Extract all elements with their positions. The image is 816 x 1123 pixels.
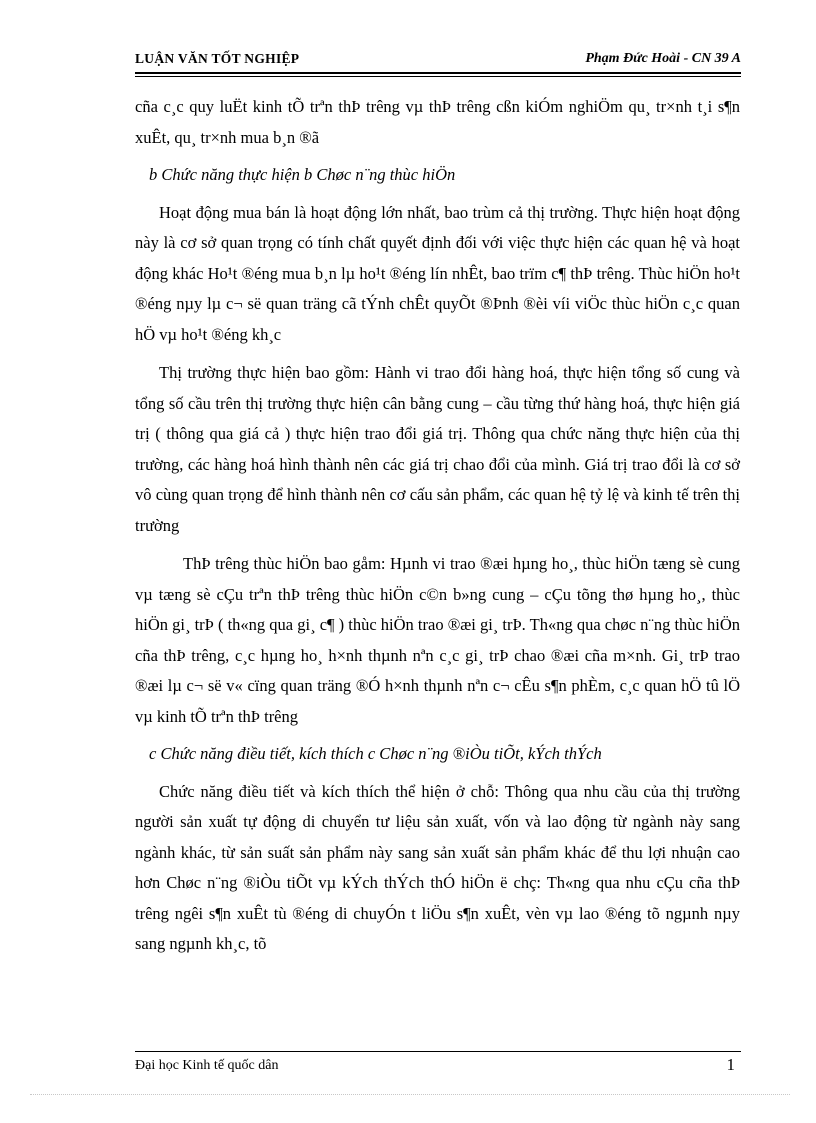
paragraph: ThÞ trêng thùc hiÖn bao gåm: Hµnh vi trao ®æi hµng ho¸, thùc hiÖn tæng sè cung vµ tæng sè cÇu trªn thÞ trêng thùc hiÖn c©n b»ng cung – cÇu tõng thø hµng ho¸, thùc hiÖn gi¸ trÞ ( th«ng qua gi¸ c¶ ) thùc hiÖn trao ®æi gi¸ trÞ. Th«ng qua chøc n¨ng thùc hiÖn cña thÞ trêng, c¸c hµng ho¸ h×nh thµnh nªn c¸c gi¸ trÞ chao ®æi cña m×nh. Gi¸ trÞ trao ®æi lµ c¬ së v« cïng quan träng ®Ó h×nh thµnh nªn c¬ cÊu s¶n phÈm, c¸c quan hÖ tû lÖ vµ kinh tÕ trªn thÞ trêng: [135, 554, 740, 726]
section-heading-b: b Chức năng thực hiện b Chøc n¨ng thùc hiÖn: [149, 165, 456, 184]
paragraph: Hoạt động mua bán là hoạt động lớn nhất, bao trùm cả thị trường. Thực hiện hoạt động này là cơ sở quan trọng có tính chất quyết định đối với việc thực hiện các quan hệ và hoạt động khác Ho¹t ®éng mua b¸n lµ ho¹t ®éng lín nhÊt, bao trïm c¶ thÞ trêng. Thùc hiÖn ho¹t ®éng nµy lµ c¬ së quan träng cã tÝnh chÊt quyÕt ®Þnh ®èi víi viÖc thùc hiÖn c¸c quan hÖ vµ ho¹t ®éng kh¸c: [135, 202, 740, 344]
page-number: 1: [726, 1055, 735, 1074]
header-title: LUẬN VĂN TỐT NGHIỆP: [135, 51, 300, 66]
page-footer: [135, 1051, 741, 1074]
document-body: [135, 92, 740, 960]
paragraph: Thị trường thực hiện bao gồm: Hành vi trao đổi hàng hoá, thực hiện tổng số cung và tổng số cầu trên thị trường thực hiện cân bằng cung – cầu từng thứ hàng hoá, thực hiện giá trị ( thông qua giá cả ) thực hiện trao đổi giá trị. Thông qua chức năng thực hiện của thị trường, các hàng hoá hình thành nên các giá trị chao đổi của mình. Giá trị trao đổi là cơ sở vô cùng quan trọng để hình thành nên cơ cấu sản phẩm, các quan hệ tỷ lệ và kinh tế trên thị trường: [135, 363, 740, 535]
page-header: [135, 48, 741, 74]
header-author: Phạm Đức Hoài - CN 39 A: [585, 51, 741, 66]
footer-institution: Đại học Kinh tế quốc dân: [135, 1058, 279, 1073]
paragraph-continuation: cña c¸c quy luËt kinh tÕ trªn thÞ trêng vµ thÞ trêng cßn kiÓm nghiÖm qu¸ tr×nh t¸i s¶n xuÊt, qu¸ tr×nh mua b¸n ®ã: [135, 97, 740, 147]
section-heading-c: c Chức năng điều tiết, kích thích c Chøc n¨ng ®iÒu tiÕt, kÝch thÝch: [149, 744, 602, 763]
paragraph: Chức năng điều tiết và kích thích thể hiện ở chỗ: Thông qua nhu cầu của thị trường người sản xuất tự động di chuyển tư liệu sản xuất, vốn và lao động từ ngành này sang ngành khác, từ sản suất sản phẩm này sang sản xuất sản phẩm khác để thu lợi nhuận cao hơn Chøc n¨ng ®iÒu tiÕt vµ kÝch thÝch thÓ hiÖn ë chç: Th«ng qua nhu cÇu cña thÞ trêng ngêi s¶n xuÊt tù ®éng di chuyÓn t liÖu s¶n xuÊt, vèn vµ lao ®éng tõ ngµnh nµy sang ngµnh kh¸c, tõ: [135, 781, 740, 953]
page-bottom-divider: [30, 1094, 790, 1095]
